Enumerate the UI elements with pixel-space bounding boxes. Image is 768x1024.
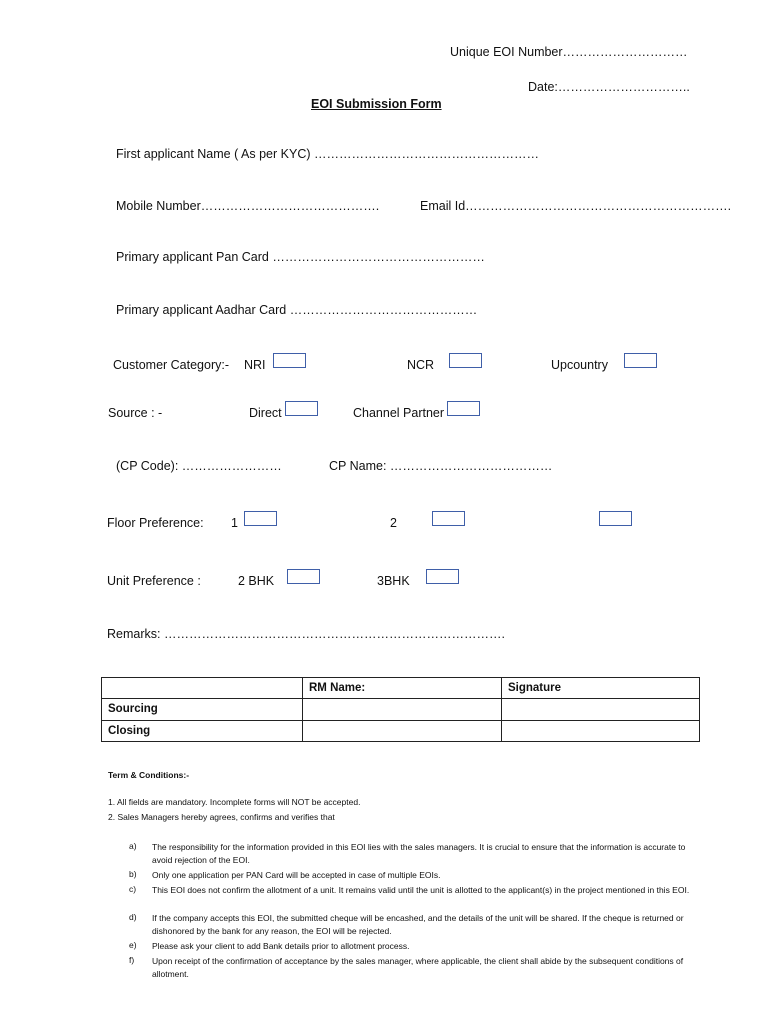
term-a-text: The responsibility for the information provided in this EOI lies with the sales managers. It is crucial to ensure that the information is accurate to avoid rejection of the EOI. xyxy=(152,842,686,865)
upcountry-label: Upcountry xyxy=(551,358,608,372)
cp-name-field[interactable]: CP Name: ………………………………… xyxy=(329,459,553,473)
closing-signature-cell[interactable] xyxy=(502,720,700,741)
table-row-label: Closing xyxy=(102,720,303,741)
3bhk-checkbox[interactable] xyxy=(426,569,459,584)
floor-2-label: 2 xyxy=(390,516,397,530)
eoi-number-field[interactable]: Unique EOI Number………………………… xyxy=(450,45,688,59)
table-row-label: Sourcing xyxy=(102,699,303,720)
rule-2: 2. Sales Managers hereby agrees, confirms and verifies that xyxy=(108,812,335,822)
floor-3-checkbox[interactable] xyxy=(599,511,632,526)
rule-1: 1. All fields are mandatory. Incomplete forms will NOT be accepted. xyxy=(108,797,361,807)
term-f-letter: f) xyxy=(129,955,135,965)
form-title: EOI Submission Form xyxy=(311,97,442,111)
term-f-text: Upon receipt of the confirmation of acceptance by the sales manager, where applicable, the client shall abide by the subsequent conditions of allotment. xyxy=(152,956,684,979)
term-e-letter: e) xyxy=(129,940,137,950)
floor-1-label: 1 xyxy=(231,516,238,530)
mobile-number-field[interactable]: Mobile Number……………………………………. xyxy=(116,199,380,213)
terms-heading: Term & Conditions:- xyxy=(108,770,190,780)
table-row xyxy=(102,720,700,741)
term-d-text: If the company accepts this EOI, the submitted cheque will be encashed, and the details of the unit will be shared. If the cheque is returned or dishonored by the bank for any reason, the EOI will be rejected. xyxy=(152,913,684,936)
term-b-letter: b) xyxy=(129,869,137,879)
closing-rm-name-cell[interactable] xyxy=(303,720,502,741)
upcountry-checkbox[interactable] xyxy=(624,353,657,368)
rm-table xyxy=(101,677,700,742)
table-header-cell xyxy=(102,678,303,699)
floor-preference-label: Floor Preference: xyxy=(107,516,204,530)
table-row xyxy=(102,699,700,720)
floor-1-checkbox[interactable] xyxy=(244,511,277,526)
remarks-field[interactable]: Remarks: ………………………………………………………………………. xyxy=(107,627,505,641)
customer-category-label: Customer Category:- xyxy=(113,358,230,372)
cp-code-field[interactable]: (CP Code): …………………… xyxy=(116,459,282,473)
date-field[interactable]: Date:………………………….. xyxy=(528,80,690,94)
source-label: Source : - xyxy=(108,406,163,420)
term-c-letter: c) xyxy=(129,884,137,894)
term-a-letter: a) xyxy=(129,841,137,851)
2bhk-checkbox[interactable] xyxy=(287,569,320,584)
term-c-text: This EOI does not confirm the allotment of a unit. It remains valid until the unit is allotted to the applicant(s) in the project mentioned in this EOI. xyxy=(152,885,690,895)
ncr-label: NCR xyxy=(407,358,435,372)
3bhk-label: 3BHK xyxy=(377,574,410,588)
table-header-row xyxy=(102,678,700,699)
term-b-text: Only one application per PAN Card will be accepted in case of multiple EOIs. xyxy=(152,870,441,880)
direct-label: Direct xyxy=(249,406,282,420)
channel-partner-label: Channel Partner xyxy=(353,406,445,420)
nri-checkbox[interactable] xyxy=(273,353,306,368)
term-e-text: Please ask your client to add Bank details prior to allotment process. xyxy=(152,941,410,951)
channel-partner-checkbox[interactable] xyxy=(447,401,480,416)
floor-2-checkbox[interactable] xyxy=(432,511,465,526)
sourcing-rm-name-cell[interactable] xyxy=(303,699,502,720)
ncr-checkbox[interactable] xyxy=(449,353,482,368)
aadhar-card-field[interactable]: Primary applicant Aadhar Card ……………………………………… xyxy=(116,303,478,317)
term-d-letter: d) xyxy=(129,912,137,922)
email-id-field[interactable]: Email Id………………………………………………………. xyxy=(420,199,732,213)
direct-checkbox[interactable] xyxy=(285,401,318,416)
2bhk-label: 2 BHK xyxy=(238,574,275,588)
sourcing-signature-cell[interactable] xyxy=(502,699,700,720)
table-header-cell: RM Name: xyxy=(303,678,502,699)
nri-label: NRI xyxy=(244,358,266,372)
pan-card-field[interactable]: Primary applicant Pan Card …………………………………………… xyxy=(116,250,485,264)
first-applicant-name-field[interactable]: First applicant Name ( As per KYC) ……………………………………………… xyxy=(116,147,539,161)
unit-preference-label: Unit Preference : xyxy=(107,574,201,588)
table-header-cell: Signature xyxy=(502,678,700,699)
